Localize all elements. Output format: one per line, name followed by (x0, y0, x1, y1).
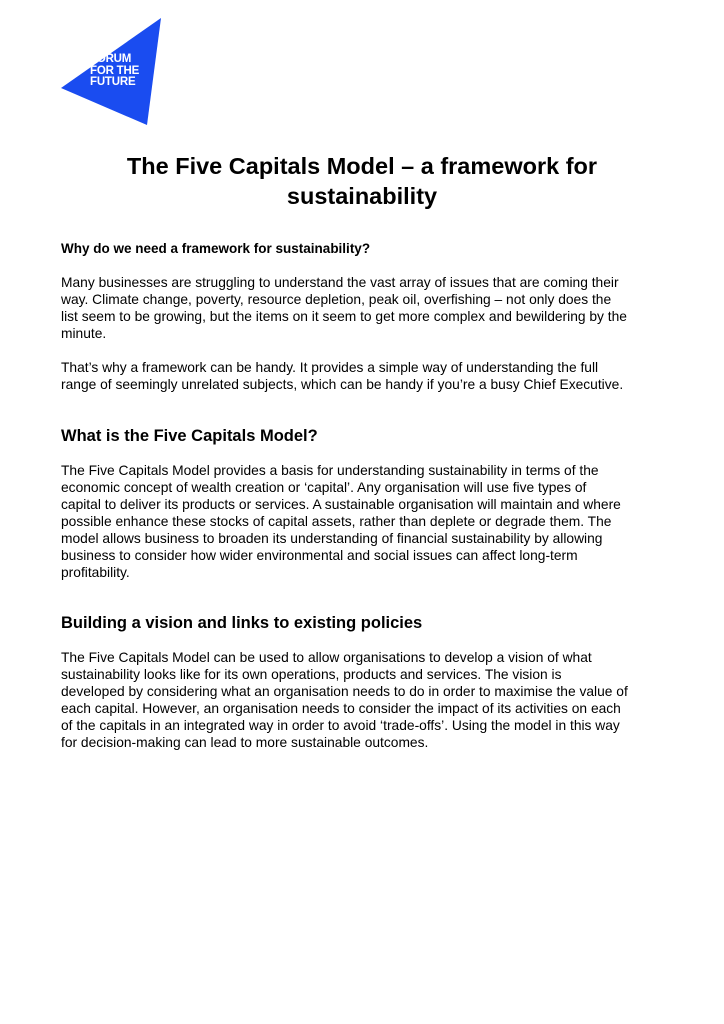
text-line: list seem to be growing, but the items on it seem to get more complex and bewildering by the (61, 309, 627, 324)
title-line-1: The Five Capitals Model – a framework for (126, 153, 598, 179)
paragraph-businesses-struggling (61, 274, 627, 342)
text-line: business to consider how wider environmental and social issues can affect long-term (61, 548, 578, 563)
forum-for-the-future-logo (61, 18, 165, 125)
text-line: capital to deliver its products or services. A sustainable organisation will maintain and where (61, 497, 621, 512)
text-line: of the capitals in an integrated way in order to avoid ‘trade-offs’. Using the model in this way (61, 718, 620, 733)
text-line: profitability. (61, 565, 130, 580)
text-line: The Five Capitals Model provides a basis for understanding sustainability in terms of the (61, 463, 599, 478)
paragraph-model-description (61, 462, 621, 581)
section-heading-why-framework: Why do we need a framework for sustainability? (61, 241, 371, 256)
page-title (60, 151, 664, 211)
text-line: economic concept of wealth creation or ‘capital’. Any organisation will use five types of (61, 480, 587, 495)
logo-line-2: FOR THE (90, 64, 140, 77)
text-line: range of seemingly unrelated subjects, which can be handy if you’re a busy Chief Executive. (61, 377, 624, 392)
paragraph-framework-handy (61, 359, 623, 393)
logo-text (90, 54, 139, 89)
text-line: The Five Capitals Model can be used to allow organisations to develop a vision of what (61, 650, 592, 665)
text-line: model allows business to broaden its understanding of financial sustainability by allowing (61, 531, 603, 546)
title-line-2: sustainability (286, 183, 438, 209)
section-heading-what-is-model: What is the Five Capitals Model? (61, 427, 318, 445)
text-line: for decision-making can lead to more sustainable outcomes. (61, 735, 429, 750)
logo-line-1: FORUM (90, 53, 132, 65)
text-line: way. Climate change, poverty, resource depletion, peak oil, overfishing – not only does the (61, 292, 612, 307)
paragraph-building-vision (61, 649, 628, 751)
text-line: Many businesses are struggling to understand the vast array of issues that are coming their (61, 275, 619, 290)
text-line: each capital. However, an organisation needs to consider the impact of its activities on each (61, 701, 621, 716)
text-line: developed by considering what an organisation needs to do in order to maximise the value of (61, 684, 628, 699)
logo-line-3: FUTURE (90, 76, 136, 88)
text-line: That’s why a framework can be handy. It provides a simple way of understanding the full (61, 360, 599, 375)
text-line: possible enhance these stocks of capital assets, rather than deplete or degrade them. The (61, 514, 612, 529)
section-heading-building-vision: Building a vision and links to existing policies (61, 614, 423, 632)
text-line: minute. (61, 326, 107, 341)
text-line: sustainability looks like for its own operations, products and services. The vision is (61, 667, 562, 682)
